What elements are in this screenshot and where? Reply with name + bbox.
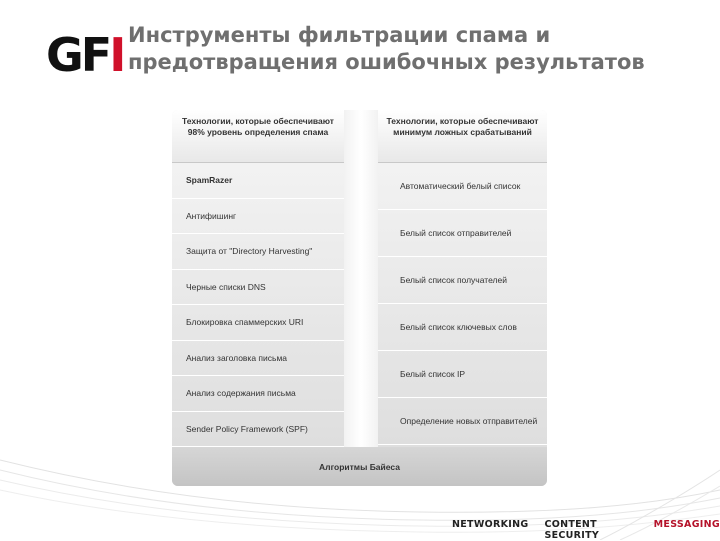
- list-item: Белый список получателей: [378, 257, 547, 304]
- list-item: Sender Policy Framework (SPF): [172, 412, 344, 448]
- bayes-bar: Алгоритмы Байеса: [172, 447, 547, 486]
- list-item: Определение новых отправителей: [378, 398, 547, 445]
- logo-accent: I: [109, 28, 124, 82]
- list-item: SpamRazer: [172, 163, 344, 199]
- list-item: Блокировка спаммерских URI: [172, 305, 344, 341]
- list-item: Автоматический белый список: [378, 163, 547, 210]
- list-item: Белый список отправителей: [378, 210, 547, 257]
- list-item: Белый список ключевых слов: [378, 304, 547, 351]
- list-item: Белый список IP: [378, 351, 547, 398]
- footer-nav: [452, 519, 720, 541]
- right-column-list: [378, 163, 547, 445]
- false-positive-column: [378, 110, 547, 447]
- spam-detection-column: [172, 110, 344, 447]
- column-divider: [344, 110, 378, 447]
- list-item: Анализ заголовка письма: [172, 341, 344, 377]
- comparison-panel: [172, 110, 547, 486]
- list-item: Защита от "Directory Harvesting": [172, 234, 344, 270]
- list-item: Анализ содержания письма: [172, 376, 344, 412]
- footer-messaging: MESSAGING: [653, 519, 720, 530]
- footer-content-security: CONTENT SECURITY: [544, 519, 600, 541]
- logo-text: GF: [46, 28, 110, 82]
- gfi-logo: [46, 28, 124, 82]
- list-item: Черные списки DNS: [172, 270, 344, 306]
- slide-title: Инструменты фильтрации спама и предотвращения ошибочных результатов: [128, 23, 645, 74]
- footer-networking: NETWORKING: [452, 519, 529, 530]
- left-column-header: Технологии, которые обеспечивают 98% уровень определения спама: [172, 110, 344, 163]
- left-column-list: [172, 163, 344, 447]
- right-column-header: Технологии, которые обеспечивают минимум ложных срабатываний: [378, 110, 547, 163]
- list-item: Антифишинг: [172, 199, 344, 235]
